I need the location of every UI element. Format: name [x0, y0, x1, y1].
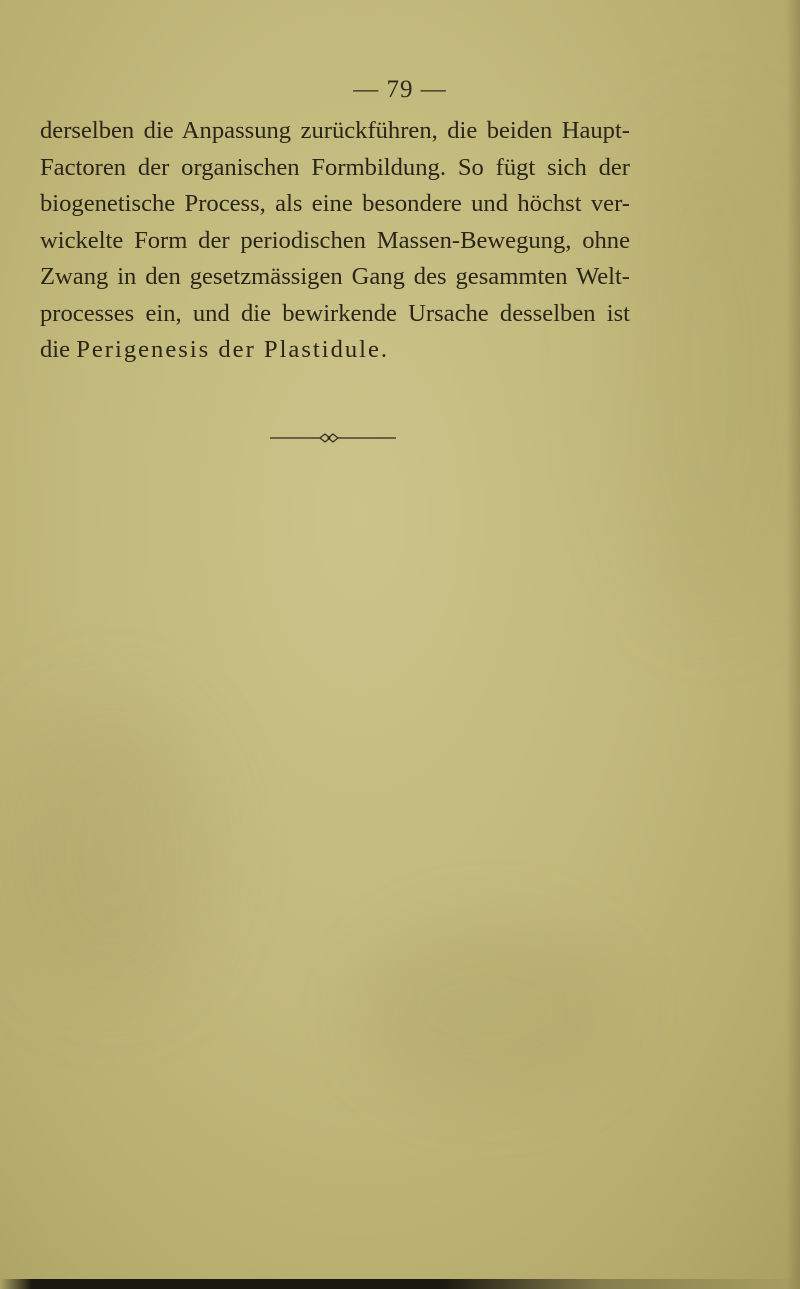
text-line-prefix: die — [40, 336, 71, 363]
page-number: — 79 — — [353, 76, 447, 103]
text-line-final — [40, 332, 630, 369]
text-line: wickelte Form der periodischen Massen-Bewegung, ohne — [40, 226, 630, 254]
text-line: processes ein, und die bewirkende Ursache desselben ist — [40, 299, 630, 327]
page-edge-shadow — [786, 0, 800, 1289]
scan-bottom-edge — [0, 1279, 800, 1289]
text-line: Zwang in den gesetzmässigen Gang des gesammten Welt- — [40, 263, 630, 290]
paper-stain — [360, 920, 620, 1100]
text-line: derselben die Anpassung zurückführen, die beiden Haupt- — [40, 117, 630, 144]
paper-stain — [10, 700, 210, 1000]
text-line: Factoren der organischen Formbildung. So fügt sich der — [40, 153, 630, 181]
body-paragraph — [40, 113, 630, 369]
text-line: biogenetische Process, als eine besondere und höchst ver- — [40, 190, 630, 217]
double-diamond-rule-icon — [270, 433, 396, 443]
paper-stain — [620, 120, 800, 620]
emphasized-term: Perigenesis der Plastidule. — [76, 336, 390, 363]
